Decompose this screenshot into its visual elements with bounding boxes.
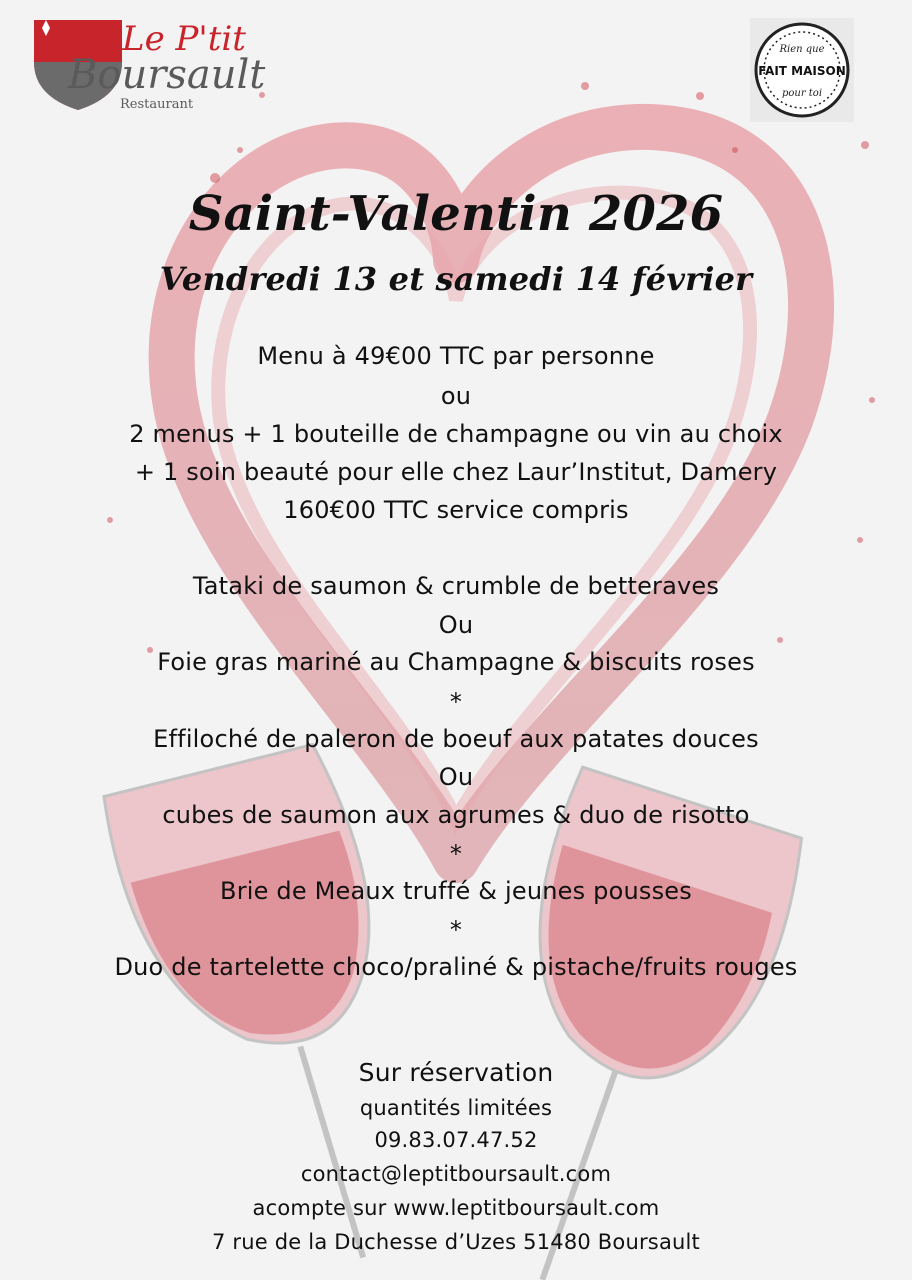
restaurant-logo xyxy=(30,14,310,114)
menu-item: Tataki de saumon & crumble de betteraves xyxy=(192,572,720,600)
menu-item: Brie de Meaux truffé & jeunes pousses xyxy=(220,877,692,905)
reservation-title: Sur réservation xyxy=(358,1058,554,1087)
offer-line: 2 menus + 1 bouteille de champagne ou vin au choix xyxy=(129,420,783,448)
address-line: 7 rue de la Duchesse d’Uzes 51480 Boursault xyxy=(211,1230,700,1254)
menu-item: cubes de saumon aux agrumes & duo de risotto xyxy=(162,801,750,829)
menu-separator: * xyxy=(449,916,463,944)
badge-top-text: Rien que xyxy=(779,44,825,55)
offer-line: + 1 soin beauté pour elle chez Laur’Institut, Damery xyxy=(134,458,778,486)
logo-name-line2: Boursault xyxy=(68,52,266,98)
email-link[interactable]: contact@leptitboursault.com xyxy=(300,1162,612,1186)
menu-item: Effiloché de paleron de boeuf aux patates douces xyxy=(153,725,759,753)
menu-item: Duo de tartelette choco/praliné & pistache/fruits rouges xyxy=(114,953,798,981)
logo-subtitle: Restaurant xyxy=(120,97,194,112)
menu-item: Foie gras mariné au Champagne & biscuits roses xyxy=(157,648,755,676)
website-line[interactable]: acompte sur www.leptitboursault.com xyxy=(252,1196,660,1220)
logo-name-line1: Le P'tit xyxy=(122,19,246,59)
badge-main-text: FAIT MAISON xyxy=(758,64,846,78)
offer-line: Menu à 49€00 TTC par personne xyxy=(257,342,655,370)
phone-number[interactable]: 09.83.07.47.52 xyxy=(374,1128,538,1152)
menu-separator: * xyxy=(449,840,463,868)
event-dates: Vendredi 13 et samedi 14 février xyxy=(159,260,753,298)
offer-line: 160€00 TTC service compris xyxy=(283,496,629,524)
offer-line: ou xyxy=(440,382,472,410)
menu-separator: Ou xyxy=(438,611,474,639)
badge-bottom-text: pour toi xyxy=(781,88,823,99)
reservation-line: quantités limitées xyxy=(359,1096,553,1120)
fait-maison-badge xyxy=(750,18,854,122)
event-title: Saint-Valentin 2026 xyxy=(188,186,724,242)
menu-separator: * xyxy=(449,688,463,716)
menu-separator: Ou xyxy=(438,763,474,791)
